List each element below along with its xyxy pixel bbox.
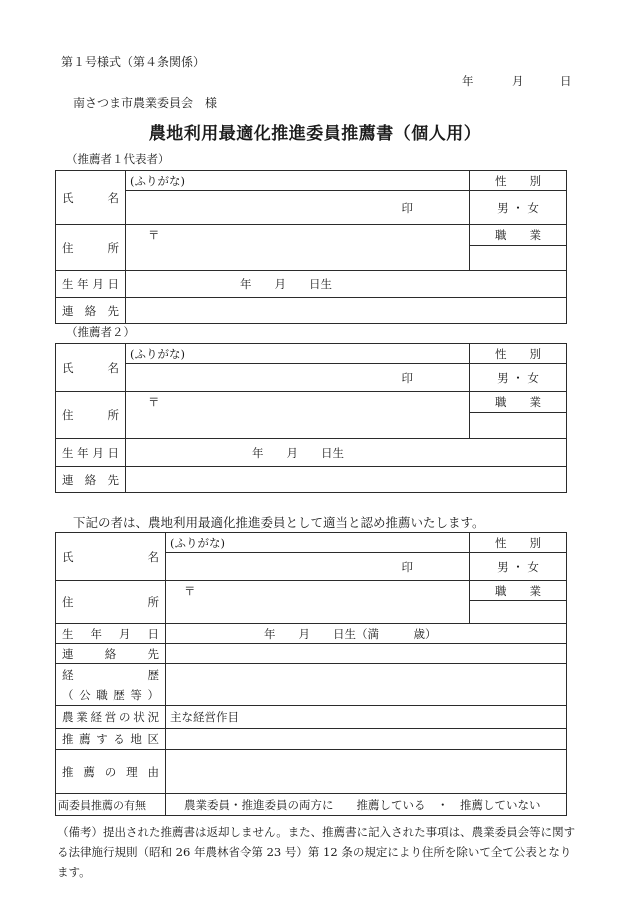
candidate-birthdate-field[interactable] (166, 624, 567, 644)
recommender1-furigana-label: (ふりがな) (130, 173, 185, 188)
recommender1-table (55, 170, 567, 324)
date-month-label: 月 (512, 74, 524, 88)
recommender2-furigana-field[interactable] (126, 344, 470, 364)
candidate-reason-field[interactable] (166, 750, 567, 794)
candidate-birthdate-format: 年 月 日生（満 歳） (264, 626, 437, 641)
recommender1-address-label: 住 所 (56, 225, 126, 271)
candidate-address-label: 住 所 (56, 581, 166, 624)
page-title: 農地利用最適化推進委員推薦書（個人用） (148, 124, 482, 144)
recommender2-table (55, 343, 567, 493)
candidate-history-field[interactable] (166, 664, 567, 706)
candidate-occupation-field[interactable] (470, 601, 567, 624)
recommender2-birthdate-field[interactable] (126, 439, 567, 467)
recommender2-birthdate-label: 生年月日 (56, 439, 126, 467)
declaration-text: 下記の者は、農地利用最適化推進委員として適当と認め推薦いたします。 (73, 515, 485, 530)
candidate-furigana-label: (ふりがな) (170, 535, 225, 550)
candidate-dual-label: 両委員推薦の有無 (56, 794, 166, 816)
candidate-seal: 印 (401, 559, 413, 574)
recommender2-contact-field[interactable] (126, 467, 567, 493)
recommender2-seal: 印 (401, 370, 413, 385)
candidate-contact-label: 連絡先 (56, 644, 166, 664)
candidate-history-label-2: （公職歴等） (62, 687, 159, 702)
remarks-note: （備考）提出された推薦書は返却しません。また、推薦書に記入された事項は、農業委員会等に関する法律施行規則（昭和 26 年農林省令第 23 号）第 12 条の規定により住所を除いて全て公表となります。 (57, 825, 576, 879)
recommender1-occupation-field[interactable] (470, 246, 567, 271)
candidate-name-field[interactable] (166, 553, 470, 581)
recommender1-caption: （推薦者１代表者） (66, 152, 170, 166)
recommender2-caption: （推薦者２） (66, 325, 135, 339)
recommender2-furigana-label: (ふりがな) (130, 346, 185, 361)
candidate-history-label-1: 経 歴 (62, 667, 159, 682)
recommender1-contact-label: 連 絡 先 (56, 298, 126, 324)
candidate-district-label: 推薦する地区 (56, 729, 166, 750)
candidate-history-label (56, 664, 166, 706)
candidate-birthdate-label: 生年月日 (56, 624, 166, 644)
candidate-farming-label: 農業経営の状況 (56, 706, 166, 729)
recommender1-birthdate-field[interactable] (126, 271, 567, 298)
recommender2-postal-mark: 〒 (148, 395, 160, 409)
candidate-table (55, 532, 567, 816)
recommender1-name-field[interactable] (126, 191, 470, 225)
recommender2-name-label: 氏 名 (56, 344, 126, 392)
candidate-name-label: 氏 名 (56, 533, 166, 581)
candidate-farming-value: 主な経営作目 (170, 710, 239, 724)
recommender1-birthdate-format: 年 月 日生 (240, 277, 332, 291)
candidate-district-field[interactable] (166, 729, 567, 750)
candidate-dual-value: 農業委員・推進委員の両方に 推薦している ・ 推薦していない (184, 797, 541, 812)
candidate-occupation-label: 職 業 (470, 581, 567, 601)
recommender2-occupation-label: 職 業 (470, 392, 567, 413)
recommender1-name-label: 氏 名 (56, 171, 126, 225)
recommender2-gender-field[interactable]: 男 ・ 女 (470, 364, 567, 392)
candidate-furigana-field[interactable] (166, 533, 470, 553)
recommender2-occupation-field[interactable] (470, 413, 567, 439)
recommender2-birthdate-format: 年 月 日生 (252, 445, 344, 460)
recommender1-postal-mark: 〒 (148, 228, 160, 242)
recommender1-birthdate-label: 生年月日 (56, 271, 126, 298)
recommender1-gender-label: 性 別 (470, 171, 567, 191)
recommender2-name-field[interactable] (126, 364, 470, 392)
recommender1-occupation-label: 職 業 (470, 225, 567, 246)
recommender1-seal: 印 (401, 200, 413, 215)
candidate-gender-field[interactable]: 男 ・ 女 (470, 553, 567, 581)
candidate-address-field[interactable] (166, 581, 470, 624)
candidate-reason-label: 推薦の理由 (56, 750, 166, 794)
candidate-contact-field[interactable] (166, 644, 567, 664)
recommender2-address-label: 住 所 (56, 392, 126, 439)
recommender1-gender-field[interactable]: 男 ・ 女 (470, 191, 567, 225)
date-day-label: 日 (560, 74, 572, 88)
candidate-postal-mark: 〒 (184, 584, 196, 598)
candidate-gender-label: 性 別 (470, 533, 567, 553)
candidate-dual-field[interactable] (166, 794, 567, 816)
recommender2-contact-label: 連 絡 先 (56, 467, 126, 493)
recommender1-address-field[interactable] (126, 225, 470, 271)
recommender1-furigana-field[interactable] (126, 171, 470, 191)
date-year-label: 年 (462, 74, 474, 88)
recommender2-gender-label: 性 別 (470, 344, 567, 364)
candidate-farming-field[interactable] (166, 706, 567, 729)
recommender1-contact-field[interactable] (126, 298, 567, 324)
form-number: 第１号様式（第４条関係） (61, 55, 206, 69)
addressee: 南さつま市農業委員会 様 (73, 96, 218, 110)
recommender2-address-field[interactable] (126, 392, 470, 439)
